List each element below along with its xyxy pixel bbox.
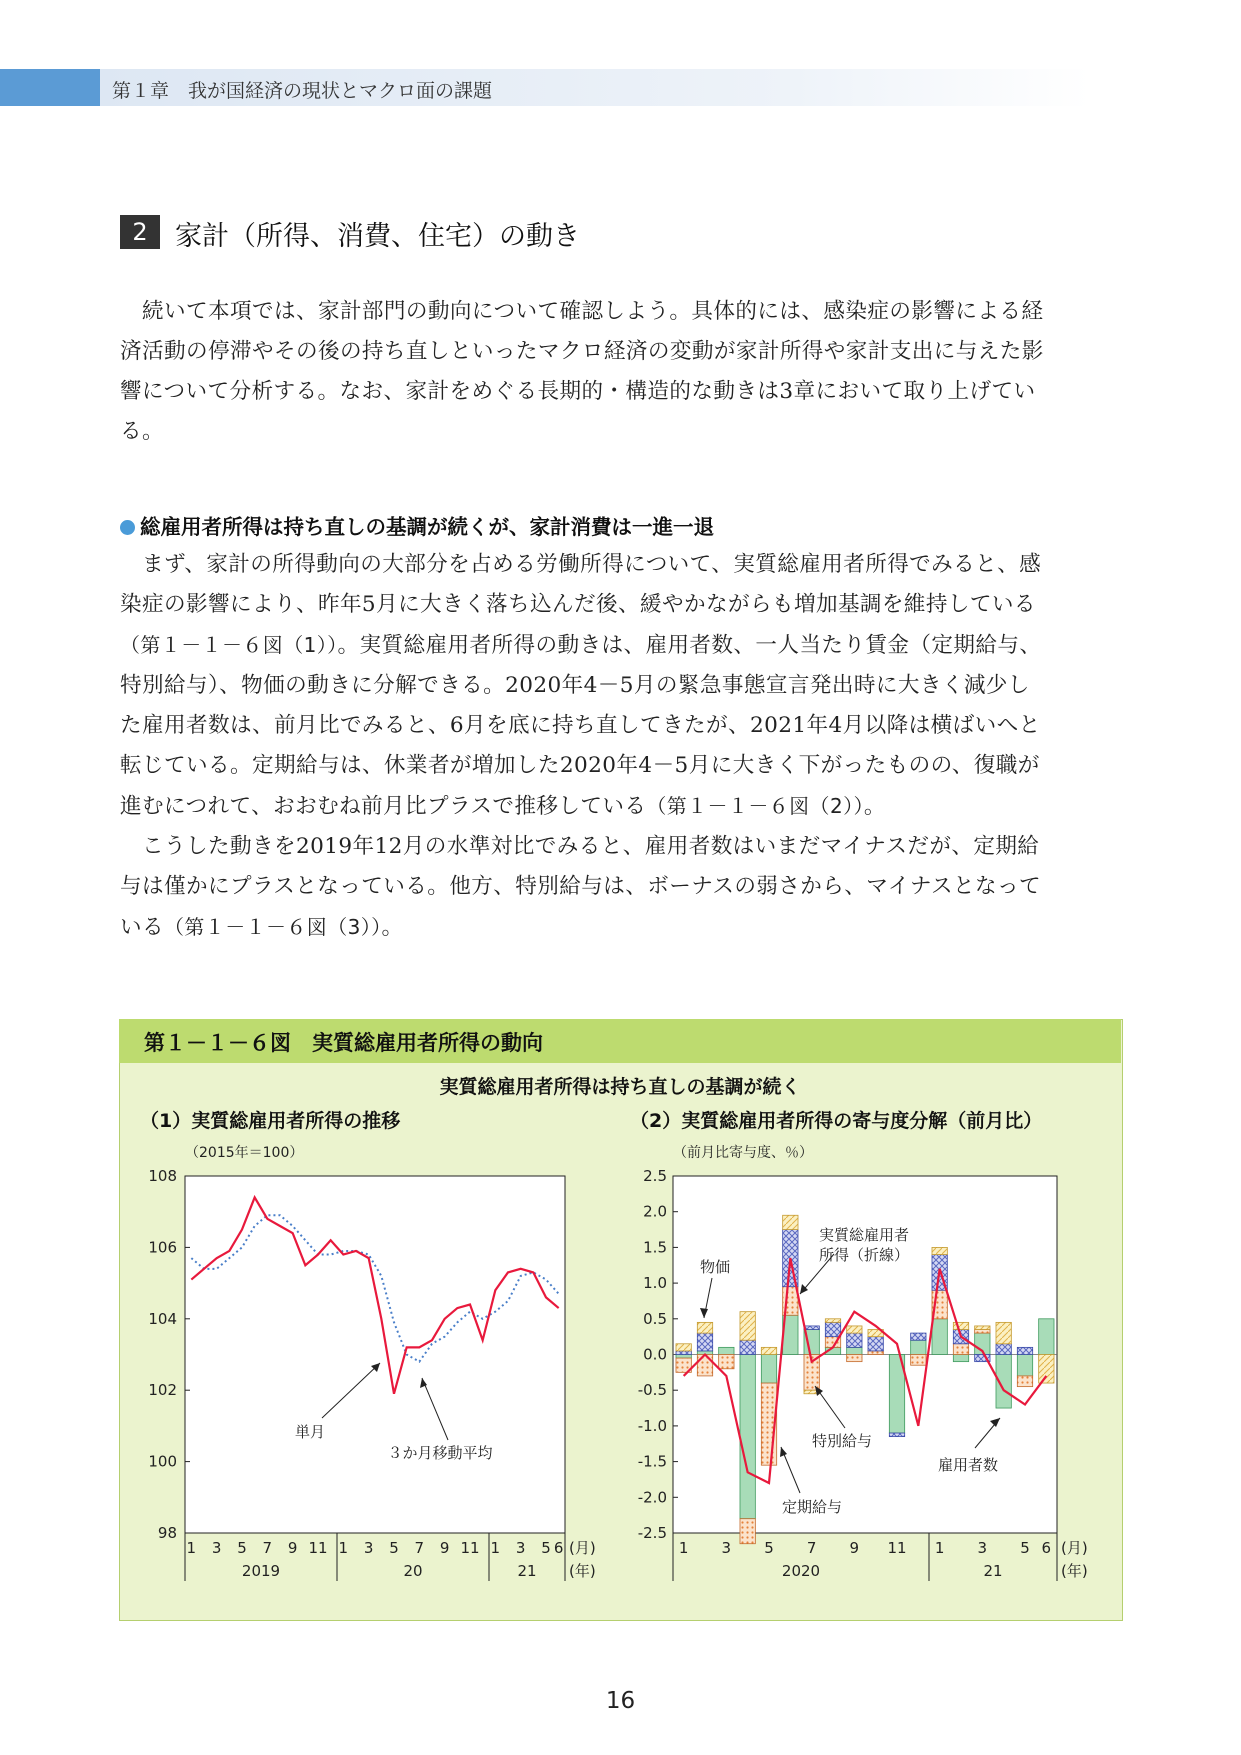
chart1-x-tick-label: 9 [287, 1539, 298, 1557]
chart1-year-label: 21 [517, 1562, 537, 1580]
intro-line: る。 [120, 419, 164, 444]
chart1-x-tick-label: 5 [541, 1539, 551, 1557]
chart2-bar-employees [1039, 1319, 1054, 1355]
chart2-y-tick-label: 0.5 [643, 1309, 667, 1328]
chart2-annotation-employees: 雇用者数 [937, 1456, 999, 1474]
chart1-x-tick-label: 11 [308, 1539, 328, 1557]
chart2-y-tick-label: -1.5 [637, 1452, 667, 1471]
chart1-x-tick-label: 5 [389, 1539, 399, 1557]
chart1-y-tick-label: 100 [148, 1452, 177, 1471]
figure-title: 第１－１－６図 実質総雇用者所得の動向 [144, 1031, 543, 1055]
figure-reference: （第１－１－６図（1）） [120, 633, 338, 657]
chart2-bar-prices [975, 1326, 990, 1330]
chart1-x-tick-label: 7 [414, 1539, 425, 1557]
chart2-bar-special-wage [996, 1344, 1011, 1355]
chart2-bar-special-wage [847, 1333, 862, 1347]
chart2-bar-prices [783, 1215, 798, 1229]
section-title: 家計（所得、消費、住宅）の動き [175, 221, 580, 252]
chart1-y-tick-label: 108 [148, 1167, 177, 1185]
chart2-y-tick-label: 1.0 [643, 1274, 667, 1293]
chart2-bar-prices [740, 1312, 755, 1341]
chart2-x-tick-label: 1 [934, 1539, 945, 1557]
chart1-x-tick-label: 1 [186, 1539, 197, 1557]
chart2-year-label: 21 [983, 1562, 1003, 1580]
chart2-bar-employees [761, 1355, 776, 1384]
chart2-bar-regular-wage [847, 1355, 862, 1362]
figure-reference: （第１－１－６図（3）） [164, 915, 382, 939]
chapter-header: 第１章 我が国経済の現状とマクロ面の課題 [112, 80, 493, 102]
chart2-bar-regular-wage [1017, 1376, 1032, 1387]
chart2-x-tick-label: 5 [764, 1539, 774, 1557]
body-line: こうした動きを2019年12月の水準対比でみると、雇用者数はいまだマイナスだが、定期給 [120, 834, 1040, 859]
chart2-x-unit-year: (年) [1061, 1562, 1088, 1580]
chart1-y-tick-label: 98 [157, 1524, 177, 1542]
chart1-title: （1）実質総雇用者所得の推移 [140, 1110, 401, 1132]
chart2-bar-regular-wage [697, 1355, 712, 1376]
chart1-x-tick-label: 11 [460, 1539, 480, 1557]
chart2-bar-employees [932, 1319, 947, 1355]
chart2-y-tick-label: -2.0 [637, 1488, 667, 1507]
chart2-bar-employees [911, 1340, 926, 1354]
chart2-bar-prices [1039, 1355, 1054, 1384]
chart2-bar-employees [719, 1347, 734, 1354]
chart1-annotation-moving-average: ３か月移動平均 [387, 1444, 493, 1462]
chart2-bar-prices [996, 1322, 1011, 1343]
page-number: 16 [605, 1688, 636, 1714]
chart2-bar-regular-wage [719, 1355, 734, 1369]
chart2-bar-prices [761, 1347, 776, 1354]
chart-contribution-decomposition [630, 1109, 1088, 1581]
body-text: いる [120, 915, 164, 940]
chart2-x-tick-label: 7 [806, 1539, 817, 1557]
chart2-bar-prices [847, 1326, 862, 1333]
chart2-bar-prices [825, 1319, 840, 1323]
chart1-x-tick-label: 3 [363, 1539, 374, 1557]
chart2-bar-prices [697, 1322, 712, 1333]
chart2-x-tick-label: 3 [721, 1539, 732, 1557]
chart2-bar-special-wage [825, 1322, 840, 1336]
chart2-annotation-regular-wage: 定期給与 [781, 1498, 843, 1516]
chart2-bar-employees [953, 1355, 968, 1362]
chart2-bar-prices [676, 1344, 691, 1351]
chart2-bar-special-wage [697, 1333, 712, 1351]
chart2-x-unit-month: (月) [1061, 1539, 1088, 1557]
chart2-y-tick-label: 2.0 [643, 1202, 667, 1221]
chart1-x-tick-label: 1 [490, 1539, 501, 1557]
body-line: 与は僅かにプラスとなっている。他方、特別給与は、ボーナスの弱さから、マイナスとなって [120, 874, 1041, 899]
chart2-bar-regular-wage [911, 1355, 926, 1366]
body-text: 進むにつれて、おおむね前月比プラスで推移している [120, 794, 647, 819]
chart2-bar-prices [932, 1247, 947, 1254]
chart2-x-tick-label: 1 [678, 1539, 689, 1557]
body-text: 。実質総雇用者所得の動きは、雇用者数、一人当たり賃金（定期給与、 [337, 633, 1042, 658]
intro-line: 響について分析する。なお、家計をめぐる長期的・構造的な動きは3章において取り上げてい [120, 379, 1036, 404]
chart2-bar-special-wage [868, 1337, 883, 1351]
chart2-unit-label: （前月比寄与度、％） [673, 1145, 813, 1161]
chart1-year-label: 20 [403, 1562, 423, 1580]
chart2-x-tick-label: 11 [887, 1539, 907, 1557]
chart2-bar-employees [1017, 1355, 1032, 1376]
chart2-bar-special-wage [740, 1340, 755, 1354]
figure-reference: （第１－１－６図（2）） [646, 794, 864, 818]
chart2-title: （2）実質総雇用者所得の寄与度分解（前月比） [630, 1110, 1043, 1132]
chart2-y-tick-label: -1.0 [637, 1416, 667, 1435]
chart2-x-tick-label: 6 [1041, 1539, 1052, 1557]
chart2-bar-regular-wage [868, 1351, 883, 1355]
chart1-x-tick-label: 1 [338, 1539, 349, 1557]
chart1-x-tick-label: 7 [262, 1539, 273, 1557]
chart2-bar-regular-wage [975, 1330, 990, 1334]
chart2-x-tick-label: 9 [849, 1539, 860, 1557]
body-line: た雇用者数は、前月比でみると、6月を底に持ち直してきたが、2021年4月以降は横ばいへと [120, 713, 1041, 738]
chart2-y-tick-label: 2.5 [643, 1167, 667, 1185]
chart-income-trend [140, 1109, 596, 1581]
chart1-x-tick-label: 9 [439, 1539, 450, 1557]
body-line: 染症の影響により、昨年5月に大きく落ち込んだ後、緩やかながらも増加基調を維持している [120, 592, 1036, 617]
bullet-heading-text: 総雇用者所得は持ち直しの基調が続くが、家計消費は一進一退 [140, 515, 714, 539]
chart1-y-tick-label: 104 [148, 1309, 177, 1328]
chart1-x-tick-label: 3 [515, 1539, 526, 1557]
intro-line: 済活動の停滞やその後の持ち直しといったマクロ経済の変動が家計所得や家計支出に与えた影 [120, 339, 1044, 364]
chart2-bar-regular-wage [740, 1519, 755, 1544]
body-line: 特別給与）、物価の動きに分解できる。2020年4－5月の緊急事態宣言発出時に大きく減少し [120, 673, 1030, 698]
body-line: まず、家計の所得動向の大部分を占める労働所得について、実質総雇用者所得でみると、感 [120, 552, 1042, 577]
chart1-y-tick-label: 106 [148, 1238, 177, 1257]
chart1-x-unit-year: (年) [569, 1562, 596, 1580]
chart2-y-tick-label: 1.5 [643, 1238, 667, 1257]
chart2-x-tick-label: 3 [977, 1539, 988, 1557]
chart2-bar-special-wage [911, 1333, 926, 1340]
body-line: 転じている。定期給与は、休業者が増加した2020年4－5月に大きく下がったものの、復職が [120, 753, 1040, 778]
chart1-year-label: 2019 [241, 1562, 281, 1580]
chart2-year-label: 2020 [781, 1562, 821, 1580]
chart2-annotation-total-line: 実質総雇用者 [818, 1226, 910, 1244]
chart2-bar-special-wage [889, 1433, 904, 1437]
chart1-annotation-monthly: 単月 [294, 1423, 326, 1441]
chart2-bar-regular-wage [953, 1344, 968, 1355]
figure-subtitle: 実質総雇用者所得は持ち直しの基調が続く [439, 1076, 801, 1098]
chart1-unit-label: （2015年＝100） [185, 1145, 304, 1161]
chart1-x-tick-label: 3 [211, 1539, 222, 1557]
body-text: 。 [863, 794, 886, 819]
chart2-annotation-prices: 物価 [699, 1258, 731, 1276]
chart2-x-tick-label: 5 [1020, 1539, 1030, 1557]
body-text: 。 [381, 915, 404, 940]
intro-line: 続いて本項では、家計部門の動向について確認しよう。具体的には、感染症の影響による経 [120, 299, 1044, 324]
chart1-x-tick-label: 6 [553, 1539, 564, 1557]
chart1-y-tick-label: 102 [148, 1381, 177, 1400]
chart2-y-tick-label: 0.0 [643, 1345, 667, 1364]
chart1-x-unit-month: (月) [569, 1539, 596, 1557]
chart2-bar-employees [740, 1355, 755, 1519]
section-number-badge: 2 [120, 215, 160, 249]
chart2-y-tick-label: -2.5 [637, 1524, 667, 1542]
chart2-bar-employees [847, 1347, 862, 1354]
chart2-bar-prices [953, 1322, 968, 1329]
chart2-bar-employees [676, 1355, 691, 1359]
chart2-annotation-total-line: 所得（折線） [818, 1246, 910, 1264]
chart2-annotation-special-wage: 特別給与 [811, 1432, 873, 1450]
chart2-bar-special-wage [676, 1351, 691, 1355]
chart2-y-tick-label: -0.5 [637, 1381, 667, 1400]
chart2-bar-special-wage [1017, 1347, 1032, 1354]
chart2-bar-special-wage [804, 1326, 819, 1330]
chart1-x-tick-label: 5 [237, 1539, 247, 1557]
